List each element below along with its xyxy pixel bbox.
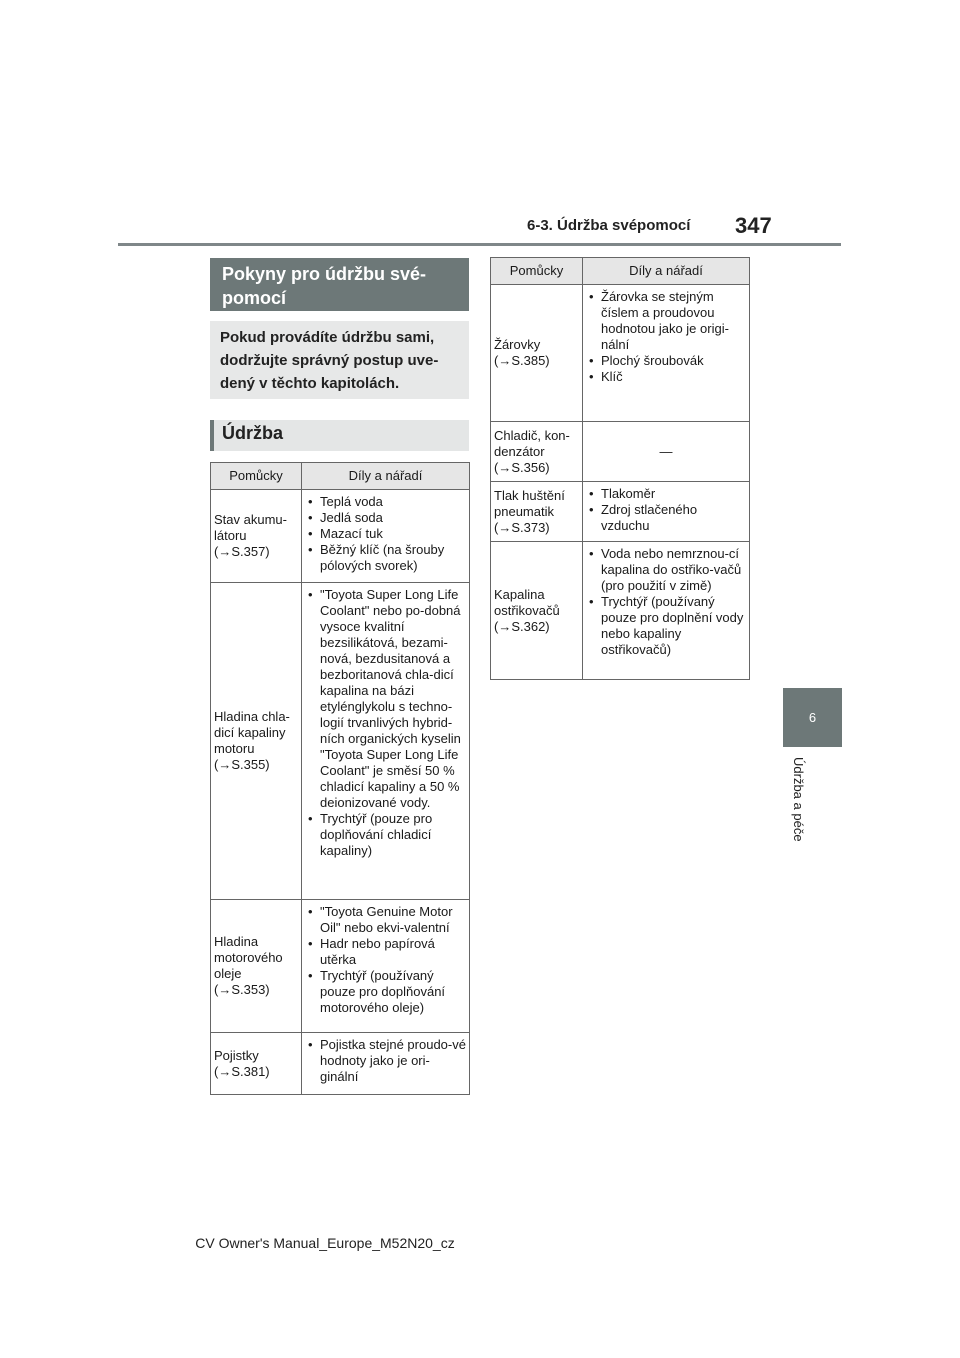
aid-line: (→S.353) (214, 982, 270, 997)
table-row (491, 482, 750, 542)
aid-line: Pojistky (214, 1047, 259, 1063)
aid-line: Hladina chla- (214, 709, 290, 724)
list-item: • "Toyota Super Long Life Coolant" nebo po-dobná vysoce kvalitní bezsilikátová, bezami-nová, bezdusitanová a bezboritanová chla-dicí kapalina na bázi etylénglykolu s techno-logií trvanlivých hybrid-ních organických kyselin "Toyota Super Long Life Coolant" je směsí 50 % chladicí kapaliny a 50 % deionizované vody. (306, 587, 467, 811)
list-item: • Pojistka stejné proudo-vé hodnoty jako je ori-ginální (306, 1037, 467, 1085)
list-item: • Plochý šroubovák (587, 353, 747, 369)
page-number: 347 (735, 213, 772, 238)
aid-line: Kapalina (494, 586, 545, 602)
parts-list (306, 587, 467, 859)
aid-line: dicí kapaliny (214, 725, 286, 740)
column-header-parts: Díly a nářadí (583, 258, 750, 285)
table-row (491, 542, 750, 680)
header-divider (118, 243, 841, 246)
column-header-aids: Pomůcky (491, 258, 583, 285)
aid-cell (491, 542, 583, 680)
table-row (211, 900, 470, 1033)
aid-cell (491, 422, 583, 482)
aid-line: látoru (214, 528, 247, 543)
list-item: • Mazací tuk (306, 526, 467, 542)
aid-line: Stav akumu- (214, 512, 287, 527)
parts-list (306, 904, 467, 1016)
section-title: 6-3. Údržba svépomocí (527, 217, 691, 234)
aid-line: (→S.385) (494, 353, 550, 368)
aid-line: Tlak huštění (494, 487, 565, 503)
parts-list (587, 546, 747, 658)
parts-cell (583, 542, 750, 680)
banner-title: Pokyny pro údržbu své-pomocí (222, 264, 427, 308)
list-item: • Hadr nebo papírová utěrka (306, 936, 467, 968)
aid-cell (211, 900, 302, 1033)
intro-text: Pokud provádíte údržbu sami, dodržujte správný postup uve-dený v těchto kapitolách. (220, 329, 439, 392)
subheading: Údržba (222, 423, 284, 443)
table-row (211, 583, 470, 900)
section-banner (210, 258, 469, 311)
aid-line: motoru (214, 741, 255, 756)
intro-box (210, 321, 469, 399)
parts-list (587, 289, 747, 385)
chapter-tab-label: Údržba a péče (791, 757, 806, 842)
subheading-banner (210, 420, 469, 451)
list-item: • Voda nebo nemrznou-cí kapalina do ostřiko-vačů (pro použití v zimě) (587, 546, 747, 594)
aid-line: Hladina (214, 934, 259, 949)
list-item: • Teplá voda (306, 494, 467, 510)
parts-list (587, 486, 747, 534)
aid-line: (→S.362) (494, 618, 550, 634)
aid-cell (491, 482, 583, 542)
parts-cell-empty: — (583, 422, 750, 482)
aid-line: Žárovky (494, 337, 541, 352)
aid-line: oleje (214, 966, 242, 981)
aid-line: ostřikovačů (494, 602, 560, 618)
list-item: • Běžný klíč (na šrouby pólových svorek) (306, 542, 467, 574)
maintenance-table-left (210, 462, 470, 1095)
list-item: • "Toyota Genuine Motor Oil" nebo ekvi-valentní (306, 904, 467, 936)
aid-line: (→S.356) (494, 459, 550, 475)
list-item: • Jedlá soda (306, 510, 467, 526)
table-row (491, 422, 750, 482)
aid-line: (→S.355) (214, 757, 270, 772)
aid-line: pneumatik (494, 503, 554, 519)
list-item: • Trychtýř (pouze pro doplňování chladicí kapaliny) (306, 811, 467, 859)
table-row (211, 490, 470, 583)
aid-line: (→S.357) (214, 544, 270, 559)
aid-cell (211, 490, 302, 583)
parts-cell (583, 285, 750, 422)
list-item: • Žárovka se stejným číslem a proudovou hodnotou jako je origi-nální (587, 289, 747, 353)
aid-line: (→S.381) (214, 1063, 270, 1079)
aid-line: Chladič, kon- (494, 427, 570, 443)
footer-text: CV Owner's Manual_Europe_M52N20_cz (195, 1235, 455, 1251)
list-item: • Trychtýř (používaný pouze pro doplnění vody nebo kapaliny ostřikovačů) (587, 594, 747, 658)
list-item: • Trychtýř (používaný pouze pro doplňování motorového oleje) (306, 968, 467, 1016)
aid-cell (491, 285, 583, 422)
aid-line: (→S.373) (494, 519, 550, 535)
maintenance-table-right (490, 257, 750, 680)
parts-cell (302, 490, 470, 583)
aid-cell (211, 583, 302, 900)
parts-cell (302, 583, 470, 900)
list-item: • Tlakoměr (587, 486, 747, 502)
parts-cell (302, 1033, 470, 1095)
parts-list (306, 494, 467, 574)
parts-cell (583, 482, 750, 542)
table-row (491, 285, 750, 422)
parts-cell (302, 900, 470, 1033)
column-header-parts: Díly a nářadí (302, 463, 470, 490)
aid-cell (211, 1033, 302, 1095)
column-header-aids: Pomůcky (211, 463, 302, 490)
aid-line: motorového (214, 950, 283, 965)
list-item: • Zdroj stlačeného vzduchu (587, 502, 747, 534)
aid-line: denzátor (494, 443, 545, 459)
list-item: • Klíč (587, 369, 747, 385)
chapter-tab: 6 (783, 688, 842, 747)
parts-list (306, 1037, 467, 1085)
table-row (211, 1033, 470, 1095)
